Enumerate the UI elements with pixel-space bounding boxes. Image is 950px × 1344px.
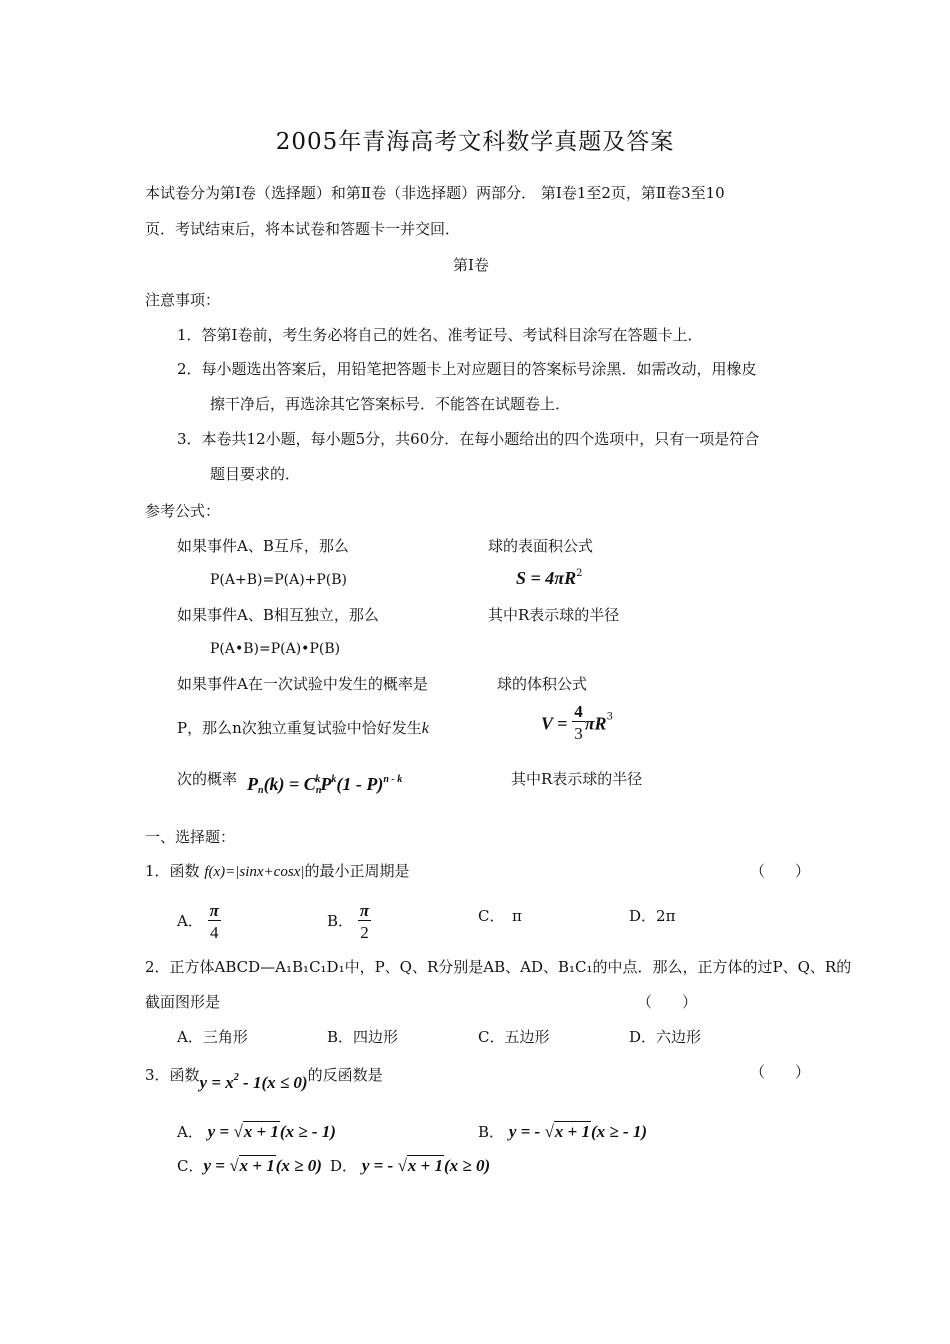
intro-line-1: 本试卷分为第Ⅰ卷（选择题）和第Ⅱ卷（非选择题）两部分． 第Ⅰ卷1至2页，第Ⅱ卷3至10 (145, 184, 725, 202)
formula-3-text-2: P，那么n次独立重复试验中恰好发生k (177, 719, 429, 737)
section-heading: 第Ⅰ卷 (453, 256, 489, 274)
formula-1-text: 如果事件A、B互斥，那么 (177, 537, 349, 555)
question-3-option-d: D． y = - √x + 1(x ≥ 0) (330, 1156, 491, 1175)
choice-section-heading: 一、选择题： (145, 828, 236, 846)
question-2-option-a: A．三角形 (177, 1028, 248, 1046)
question-1-option-b: B． $\frac{\pi}{2}$ (327, 901, 370, 942)
question-2-option-b: B．四边形 (327, 1028, 399, 1046)
formulas-heading: 参考公式： (145, 502, 221, 520)
notes-heading: 注意事项： (145, 291, 221, 309)
note-3a: 3．本卷共12小题，每小题5分，共60分．在每小题给出的四个选项中，只有一项是符合 (177, 430, 760, 448)
question-2-stem-line-1: 2．正方体ABCD—A₁B₁C₁D₁中，P、Q、R分别是AB、AD、B₁C₁的中点．那么，正方体的过P、Q、R的 (145, 958, 852, 976)
formula-2-eq: P(A•B)=P(A)•P(B) (210, 641, 341, 657)
formula-3-text: 如果事件A在一次试验中发生的概率是 (177, 675, 428, 693)
question-1-option-a: A． $\frac{\pi}{4}$ (177, 901, 219, 942)
question-2-option-c: C．五边形 (478, 1028, 550, 1046)
intro-line-2: 页．考试结束后，将本试卷和答题卡一并交回． (145, 220, 461, 238)
question-1-option-c: C． π (478, 907, 522, 925)
sphere-volume-eq: V = $\frac{4}{3}$ $\pi R^3$ (541, 702, 613, 743)
question-2-option-d: D．六边形 (629, 1028, 702, 1046)
question-1-answer-bracket: （ ） (750, 862, 811, 880)
question-2-stem-line-2: 截面图形是 (145, 993, 221, 1011)
question-3-stem: 3．函数$y = x^2 - 1(x \le 0)$的反函数是 (145, 1066, 383, 1092)
note-2a: 2．每小题选出答案后，用铅笔把答题卡上对应题目的答案标号涂黑．如需改动，用橡皮 (177, 360, 757, 378)
note-1: 1．答第Ⅰ卷前，考生务必将自己的姓名、准考证号、考试科目涂写在答题卡上． (177, 326, 703, 344)
question-1-option-d: D．2π (629, 907, 676, 925)
sphere-radius-note-1: 其中R表示球的半径 (488, 606, 620, 624)
binomial-probability-eq: $P_n(k) = C_n^kP^k(1 - P)^{n - k}$ (247, 774, 403, 796)
formula-1-eq: P(A+B)=P(A)+P(B) (210, 572, 348, 588)
formula-3-text-3: 次的概率 (177, 770, 238, 788)
sphere-volume-label: 球的体积公式 (497, 675, 588, 693)
question-3-option-c: C．y = √x + 1(x ≥ 0) (177, 1156, 322, 1175)
page-title: 2005年青海高考文科数学真题及答案 (275, 129, 675, 155)
question-2-answer-bracket: （ ） (637, 993, 698, 1011)
note-2b: 擦干净后，再选涂其它答案标号．不能答在试题卷上． (210, 395, 571, 413)
note-3b: 题目要求的． (210, 465, 301, 483)
sphere-radius-note-2: 其中R表示球的半径 (511, 770, 643, 788)
question-3-answer-bracket: （ ） (750, 1063, 811, 1081)
formula-2-text: 如果事件A、B相互独立，那么 (177, 606, 379, 624)
question-3-option-a: A． y = √x + 1(x ≥ - 1) (177, 1122, 336, 1141)
sphere-area-eq: $S = 4\pi R^2$ (516, 568, 583, 588)
question-3-option-b: B． y = - √x + 1(x ≥ - 1) (478, 1122, 648, 1141)
question-1-stem: 1．函数 f(x)=|sinx+cosx|的最小正周期是 (145, 862, 410, 880)
sphere-area-label: 球的表面积公式 (488, 537, 594, 555)
